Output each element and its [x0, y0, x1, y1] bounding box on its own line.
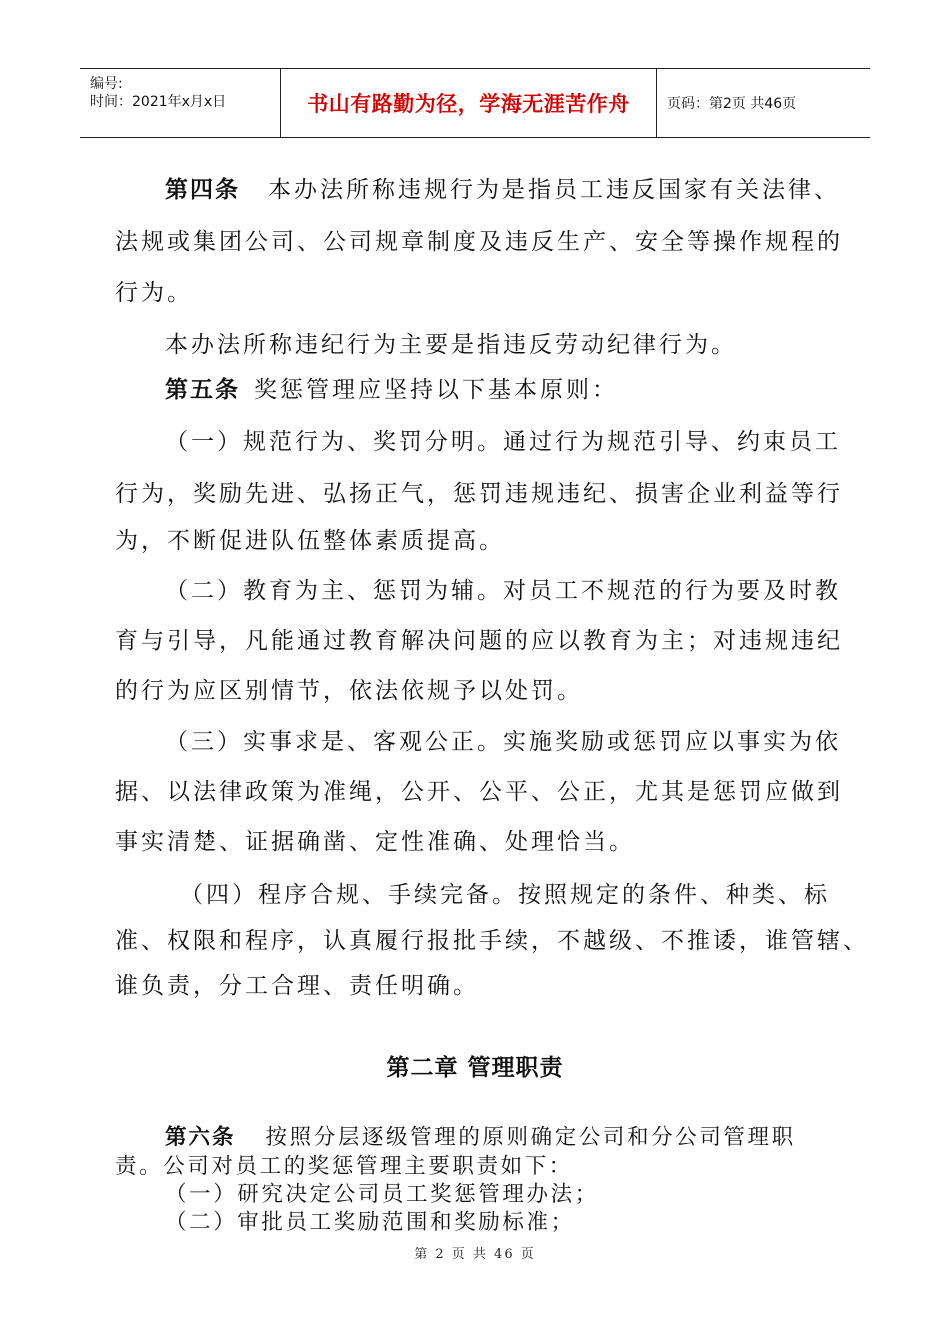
article6-item2: （二）审批员工奖励范围和奖励标准； [165, 1210, 575, 1235]
article5-item3-line2: 据、以法律政策为准绳，公开、公平、公正，尤其是惩罚应做到 [115, 779, 843, 805]
article5-item4-line3: 谁负责，分工合理、责任明确。 [115, 973, 479, 999]
article4-para2: 本办法所称违纪行为主要是指违反劳动纪律行为。 [165, 332, 737, 358]
article6-line2: 责。公司对员工的奖惩管理主要职责如下： [115, 1154, 573, 1179]
article6-text-1: 按照分层逐级管理的原则确定公司和分公司管理职 [265, 1125, 796, 1150]
article5-item3-line1: （三）实事求是、客观公正。实施奖励或惩罚应以事实为依 [165, 729, 841, 755]
article5-item1-line2: 行为，奖励先进、弘扬正气，惩罚违规违纪、损害企业利益等行 [115, 481, 843, 507]
article6-line1 [165, 1124, 796, 1152]
article4-title: 第四条 [165, 177, 240, 203]
article4-line1 [165, 175, 840, 205]
article5-item2-line3: 的行为应区别情节，依法依规予以处罚。 [115, 678, 583, 704]
article5-item1-line1: （一）规范行为、奖罚分明。通过行为规范引导、约束员工 [165, 429, 841, 455]
article4-line2: 法规或集团公司、公司规章制度及违反生产、安全等操作规程的 [115, 229, 843, 255]
article5-line1 [165, 375, 618, 405]
article5-item4-line2: 准、权限和程序，认真履行报批手续，不越级、不推诿，谁管辖、 [115, 928, 869, 954]
header-page-info: 页码：第2页 共46页 [667, 96, 797, 112]
article5-item2-line2: 育与引导，凡能通过教育解决问题的应以教育为主；对违规违纪 [115, 628, 843, 654]
article5-item1-line3: 为，不断促进队伍整体素质提高。 [115, 528, 505, 554]
article5-item4-line1: （四）程序合规、手续完备。按照规定的条件、种类、标 [180, 882, 830, 908]
article6-title: 第六条 [165, 1125, 236, 1150]
header-meta-cell [80, 69, 281, 137]
article4-line3: 行为。 [115, 280, 193, 306]
document-number-label: 编号: [90, 76, 123, 92]
article5-text-1: 奖惩管理应坚持以下基本原则： [254, 377, 618, 403]
article5-item2-line1: （二）教育为主、惩罚为辅。对员工不规范的行为要及时教 [165, 578, 841, 604]
article6-item1: （一）研究决定公司员工奖惩管理办法； [165, 1182, 599, 1207]
article4-text-1: 本办法所称违规行为是指员工违反国家有关法律、 [268, 177, 840, 203]
chapter-heading: 第二章 管理职责 [386, 1055, 564, 1081]
page-footer: 第 2 页 共 46 页 [414, 1247, 536, 1262]
header-motto-cell [281, 69, 657, 137]
header-motto: 书山有路勤为径，学海无涯苦作舟 [307, 92, 630, 116]
document-header [80, 68, 870, 138]
document-time-label: 时间：2021年x月x日 [90, 94, 227, 110]
article5-title: 第五条 [165, 377, 240, 403]
article5-item3-line3: 事实清楚、证据确凿、定性准确、处理恰当。 [115, 829, 635, 855]
